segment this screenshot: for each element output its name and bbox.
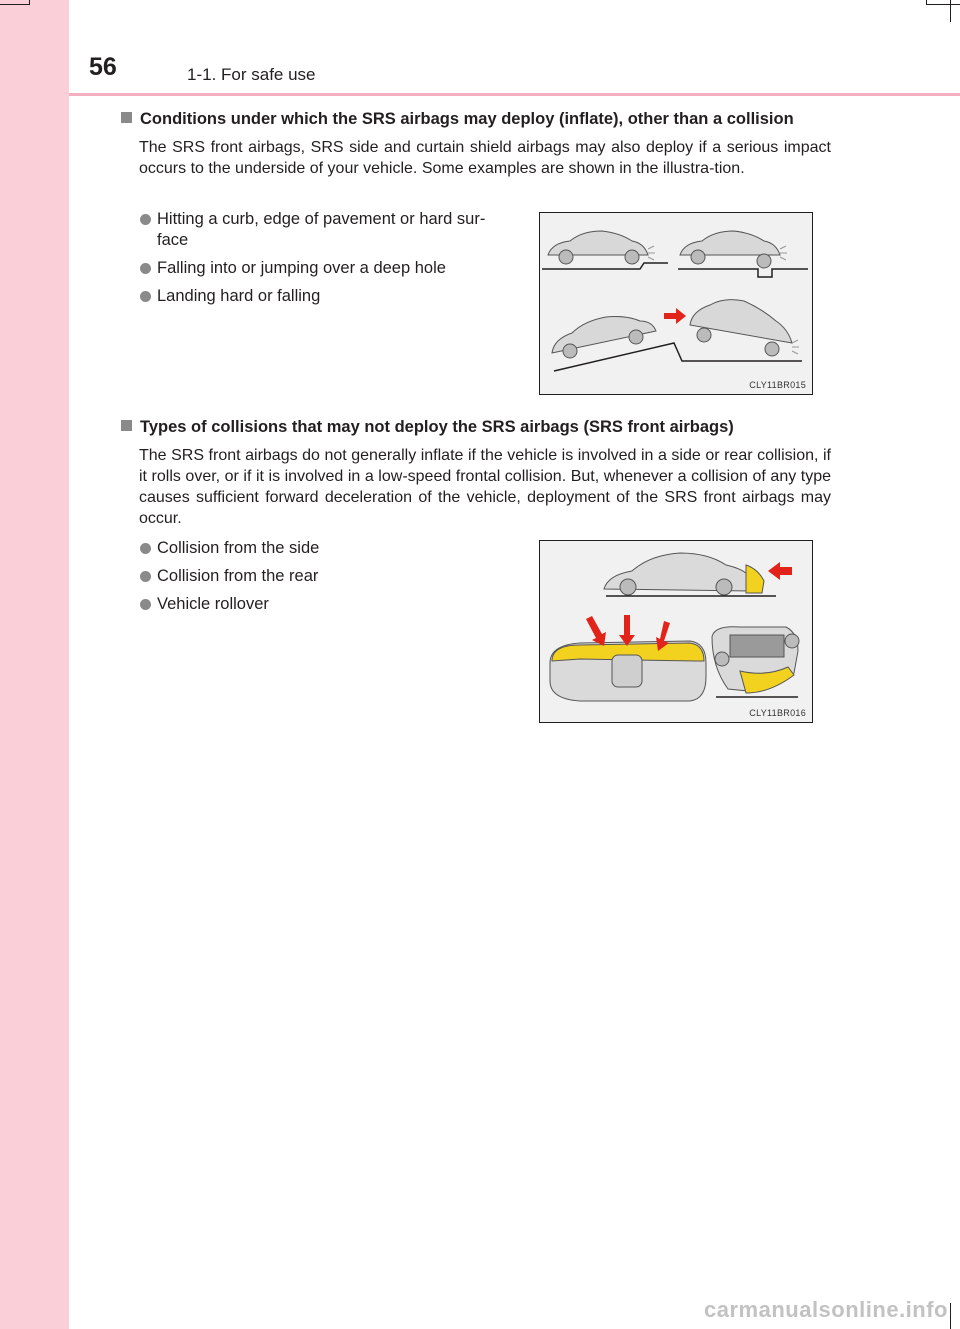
- square-bullet-icon: [121, 420, 132, 431]
- section-heading-text: Conditions under which the SRS airbags may deploy (inflate), other than a collision: [140, 110, 794, 128]
- list-item: Falling into or jumping over a deep hole: [139, 258, 509, 279]
- figure-code: CLY11BR016: [749, 708, 806, 718]
- watermark: carmanualsonline.info: [704, 1297, 948, 1322]
- section-body: The SRS front airbags, SRS side and curtain shield airbags may also deploy if a serious impact occurs to the underside of your vehicle. Some examples are shown in the illustra-tion.: [139, 139, 831, 177]
- red-arrow-icon: [664, 308, 686, 324]
- section-heading-text: Types of collisions that may not deploy the SRS airbags (SRS front airbags): [140, 418, 734, 436]
- car-collision-illustration: [540, 541, 812, 722]
- chapter-title: 1-1. For safe use: [187, 65, 316, 84]
- list-item: Hitting a curb, edge of pavement or hard sur-face: [139, 209, 509, 251]
- bullet-list: [139, 209, 509, 314]
- crop-mark: [29, 0, 30, 4]
- crop-mark: [950, 1303, 951, 1329]
- car-impact-illustration: [540, 213, 812, 394]
- side-band: [0, 0, 69, 1329]
- section-heading-deploy-conditions: [121, 108, 794, 130]
- figure-code: CLY11BR015: [749, 380, 806, 390]
- list-item: Collision from the side: [139, 538, 509, 559]
- illustration-non-deploy-collisions: [539, 540, 813, 723]
- section-body: The SRS front airbags do not generally inflate if the vehicle is involved in a side or rear collision, if it rolls over, or if it is involved in a low-speed frontal collision. But, whenever a collision of any type causes sufficient forward deceleration of the vehicle, deployment of the SRS front airbags may occur.: [139, 447, 831, 527]
- bullet-list: [139, 538, 509, 622]
- crop-mark: [0, 4, 30, 5]
- square-bullet-icon: [121, 112, 132, 123]
- list-item: Vehicle rollover: [139, 594, 509, 615]
- page-number: 56: [89, 53, 117, 81]
- list-item: Landing hard or falling: [139, 286, 509, 307]
- list-item: Collision from the rear: [139, 566, 509, 587]
- section-heading-no-deploy-collisions: [121, 416, 734, 438]
- header-rule: [69, 93, 960, 96]
- page-header: [69, 0, 960, 96]
- red-arrow-icon: [768, 562, 792, 580]
- illustration-underside-impacts: [539, 212, 813, 395]
